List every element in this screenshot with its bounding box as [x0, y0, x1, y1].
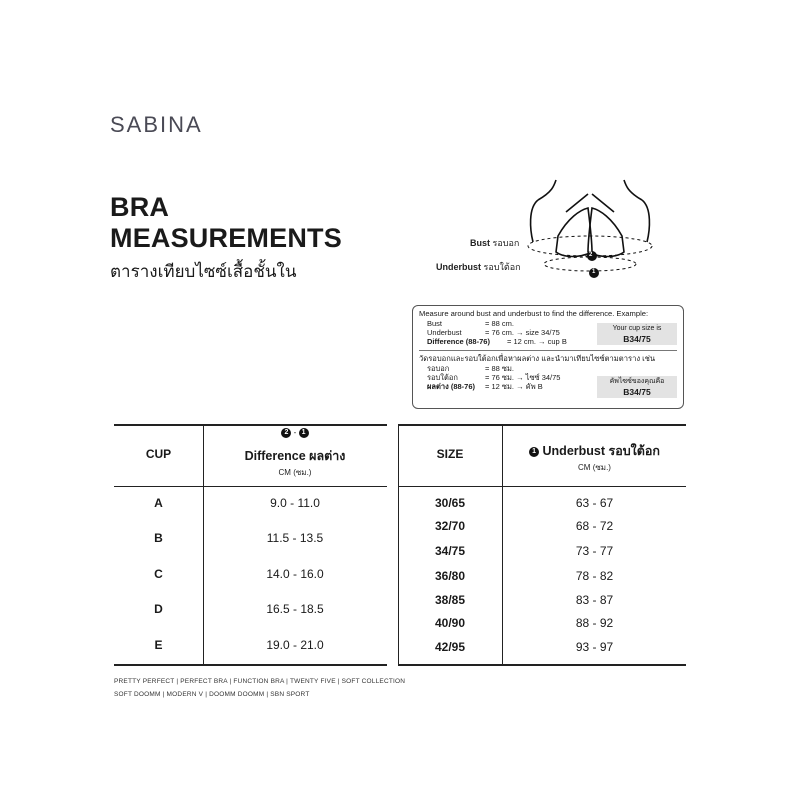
size-cell: 42/95	[434, 640, 466, 654]
difference-cell: 19.0 - 21.0	[266, 638, 324, 652]
size-cell: 38/85	[434, 593, 466, 607]
difference-header: Difference ผลต่าง	[244, 449, 346, 463]
cup-table-bottom-rule	[114, 664, 387, 666]
collection-list-line-1: PRETTY PERFECT | PERFECT BRA | FUNCTION BRA | TWENTY FIVE | SOFT COLLECTION	[114, 678, 406, 685]
size-table-top-rule	[398, 424, 686, 426]
cup-cell: D	[154, 602, 163, 616]
size-header: SIZE	[436, 447, 464, 461]
collection-list-line-2: SOFT DOOMM | MODERN V | DOOMM DOOMM | SBN SPORT	[114, 691, 310, 698]
example-divider	[419, 350, 677, 351]
title-line-1: BRA	[110, 192, 170, 222]
underbust-cell: 88 - 92	[575, 616, 614, 630]
bust-measurement-figure	[430, 178, 690, 288]
brand-logo: SABINA	[110, 112, 203, 137]
example-row: Bust = 88 cm.	[427, 319, 514, 328]
cup-table-header-rule	[114, 486, 387, 487]
example-row: Underbust = 76 cm. → size 34/75	[427, 328, 560, 337]
size-table-header-rule	[398, 486, 686, 487]
example-heading-en: Measure around bust and underbust to find the difference. Example:	[419, 309, 649, 318]
underbust-unit: CM (ซม.)	[578, 463, 611, 472]
underbust-cell: 78 - 82	[575, 569, 614, 583]
size-cell: 32/70	[434, 519, 466, 533]
title-line-2: MEASUREMENTS	[110, 223, 342, 253]
example-box	[412, 305, 684, 409]
bust-label: Bust รอบอก	[470, 238, 520, 248]
example-heading-th: วัดรอบอกและรอบใต้อกเพื่อหาผลต่าง และนำมาเทียบไซซ์ตามตาราง เช่น	[419, 354, 656, 363]
cup-header: CUP	[145, 447, 172, 461]
size-cell: 34/75	[434, 544, 466, 558]
marker-1-icon: 1	[529, 447, 539, 457]
example-result-th: คัพไซซ์ของคุณคือ B34/75	[597, 376, 677, 398]
underbust-cell: 68 - 72	[575, 519, 614, 533]
underbust-label: Underbust รอบใต้อก	[436, 262, 521, 272]
cup-table-top-rule	[114, 424, 387, 426]
example-row: Difference (88-76) = 12 cm. → cup B	[427, 337, 567, 346]
difference-cell: 14.0 - 16.0	[266, 567, 324, 581]
difference-cell: 16.5 - 18.5	[266, 602, 324, 616]
cup-cell: B	[154, 531, 163, 545]
marker-1-label: 1	[592, 269, 596, 275]
example-row: รอบอก = 88 ซม.	[427, 364, 515, 373]
example-row: รอบใต้อก = 76 ซม. → ไซซ์ 34/75	[427, 373, 561, 382]
underbust-cell: 83 - 87	[575, 593, 614, 607]
underbust-header: 1 Underbust รอบใต้อก	[503, 441, 686, 461]
difference-formula: 2 - 1	[203, 428, 387, 438]
size-cell: 40/90	[434, 616, 466, 630]
page-subtitle: ตารางเทียบไซซ์เสื้อชั้นใน	[110, 262, 297, 281]
marker-1-icon: 1	[299, 428, 309, 438]
cup-cell: A	[154, 496, 163, 510]
difference-cell: 11.5 - 13.5	[266, 531, 324, 545]
underbust-cell: 93 - 97	[575, 640, 614, 654]
difference-cell: 9.0 - 11.0	[270, 496, 320, 510]
page-title	[110, 192, 342, 254]
marker-2-label: 2	[589, 252, 593, 258]
size-table-bottom-rule	[398, 664, 686, 666]
example-row: ผลต่าง (88-76) = 12 ซม. → คัพ B	[427, 382, 543, 391]
cup-cell: E	[154, 638, 163, 652]
marker-2-icon: 2	[281, 428, 291, 438]
cup-cell: C	[154, 567, 163, 581]
size-cell: 30/65	[434, 496, 466, 510]
example-result-en: Your cup size is B34/75	[597, 323, 677, 345]
underbust-cell: 73 - 77	[575, 544, 614, 558]
underbust-cell: 63 - 67	[575, 496, 614, 510]
size-cell: 36/80	[434, 569, 466, 583]
difference-unit: CM (ซม.)	[278, 468, 312, 477]
